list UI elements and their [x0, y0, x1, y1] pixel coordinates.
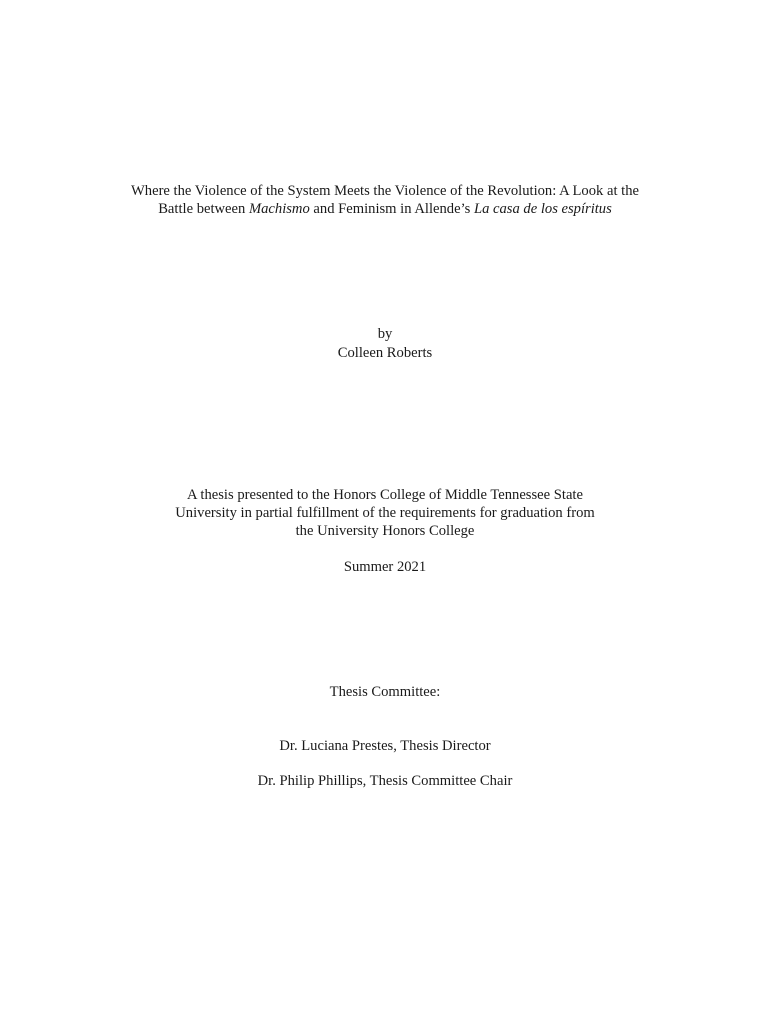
committee-heading: Thesis Committee:	[329, 684, 441, 700]
author-name: Colleen Roberts	[337, 345, 433, 361]
presentation-line-2: University in partial fulfillment of the requirements for graduation from	[175, 505, 595, 521]
thesis-title-line-2	[0, 200, 770, 218]
byline-by: by	[377, 326, 393, 342]
title-italic-machismo: Machismo	[248, 201, 310, 217]
title-text-segment: Battle between	[158, 201, 249, 217]
title-text-segment: and Feminism in Allende’s	[309, 201, 474, 217]
committee-member: Dr. Luciana Prestes, Thesis Director	[279, 738, 491, 754]
committee-member: Dr. Philip Phillips, Thesis Committee Chair	[257, 773, 513, 789]
presentation-line-3: the University Honors College	[295, 523, 475, 539]
thesis-title-line-1: Where the Violence of the System Meets the Violence of the Revolution: A Look at the	[131, 183, 639, 199]
title-italic-novel: La casa de los espíritus	[473, 201, 612, 217]
graduation-term: Summer 2021	[343, 559, 427, 575]
presentation-line-1: A thesis presented to the Honors College of Middle Tennessee State	[187, 487, 583, 503]
